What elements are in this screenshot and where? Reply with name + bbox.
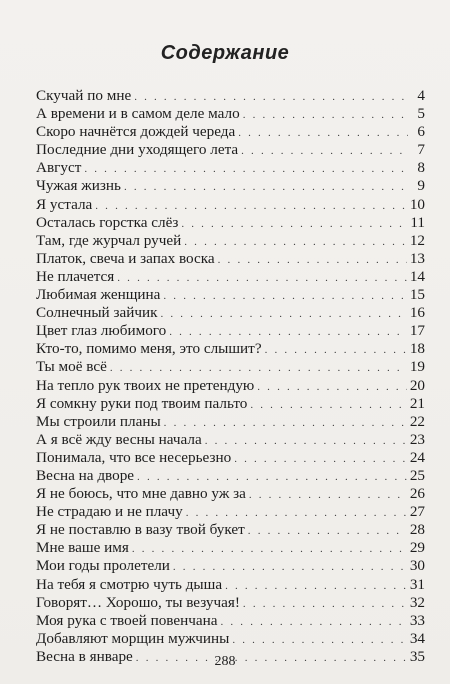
dot-leader: [95, 197, 407, 215]
dot-leader: [249, 486, 407, 504]
toc-entry: [36, 268, 425, 286]
toc-entry-page: 29: [409, 539, 425, 557]
page-number: 288: [214, 654, 236, 669]
toc-entry-page: 8: [417, 159, 425, 177]
toc-entry: [36, 286, 425, 304]
toc-entry-title: Мы строили планы: [36, 412, 161, 430]
toc-entry-page: 6: [417, 123, 425, 141]
toc-entry: [36, 159, 425, 177]
toc-entry: [36, 503, 425, 521]
toc-entry-page: 33: [409, 611, 425, 629]
toc-entry-page: 31: [409, 575, 425, 593]
toc-entry: [36, 431, 425, 449]
dot-leader: [243, 106, 408, 124]
toc-entry-page: 24: [409, 448, 425, 466]
toc-entry-page: 9: [417, 177, 425, 195]
dot-leader: [243, 595, 407, 613]
toc-entry: [36, 594, 425, 612]
toc-entry: [36, 87, 425, 105]
toc-entry-title: На тебя я смотрю чуть дыша: [36, 575, 223, 593]
dot-leader: [137, 468, 407, 486]
dot-leader: [163, 287, 406, 305]
toc-entry-title: Любимая женщина: [36, 286, 161, 304]
toc-entry: [36, 395, 425, 413]
toc-entry-title: Говорят… Хорошо, ты везучая!: [36, 593, 240, 611]
toc-entry: [36, 141, 425, 159]
toc-entry: [36, 449, 425, 467]
dot-leader: [205, 432, 407, 450]
toc-entry-page: 14: [409, 267, 425, 285]
toc-entry-page: 21: [409, 394, 425, 412]
toc-entry: [36, 250, 425, 268]
toc-entry-page: 11: [410, 213, 425, 231]
toc-entry-title: На тепло рук твоих не претендую: [36, 376, 255, 394]
dot-leader: [181, 215, 407, 233]
toc-entry-title: Чужая жизнь: [36, 177, 121, 195]
dot-leader: [134, 88, 408, 106]
toc-entry: [36, 196, 425, 214]
toc-entry-title: Я не боюсь, что мне давно уж за: [36, 485, 246, 503]
toc-entry: [36, 177, 425, 195]
toc-entry-page: 10: [409, 195, 425, 213]
toc-entry-page: 15: [409, 286, 425, 304]
toc-entry-title: Последние дни уходящего лета: [36, 141, 239, 159]
toc-entry: [36, 576, 425, 594]
toc-entry-page: 32: [409, 593, 425, 611]
toc-entry-page: 25: [409, 466, 425, 484]
toc-entry-title: Август: [36, 159, 82, 177]
toc-entry-title: Не страдаю и не плачу: [36, 503, 183, 521]
toc-entry: [36, 413, 425, 431]
dot-leader: [221, 613, 407, 631]
toc-entry-title: Весна в январе: [36, 647, 133, 665]
toc-entry: [36, 377, 425, 395]
toc-entry-title: Я устала: [36, 195, 93, 213]
toc-entry: [36, 322, 425, 340]
dot-leader: [173, 558, 407, 576]
toc-entry-page: 35: [409, 647, 425, 665]
page-title: Содержание: [160, 42, 290, 64]
toc-entry-title: А я всё жду весны начала: [36, 430, 202, 448]
toc-entry-title: Моя рука с твоей повенчана: [36, 611, 218, 629]
toc-entry: [36, 630, 425, 648]
toc-entry-page: 7: [417, 141, 425, 159]
toc-entry-page: 34: [409, 629, 425, 647]
table-of-contents: [36, 87, 425, 666]
toc-entry-title: Понимала, что все несерьезно: [36, 448, 232, 466]
dot-leader: [225, 577, 407, 595]
toc-entry-title: Скоро начнётся дождей череда: [36, 123, 236, 141]
toc-entry-page: 30: [409, 557, 425, 575]
toc-entry-title: Я сомкну руки под твоим пальто: [36, 394, 248, 412]
toc-entry-page: 12: [409, 231, 425, 249]
dot-leader: [164, 414, 407, 432]
dot-leader: [184, 233, 407, 251]
toc-entry: [36, 539, 425, 557]
toc-entry: [36, 304, 425, 322]
toc-entry-page: 22: [409, 412, 425, 430]
dot-leader: [161, 305, 407, 323]
dot-leader: [265, 341, 407, 359]
dot-leader: [257, 378, 407, 396]
toc-entry-page: 16: [409, 304, 425, 322]
toc-entry-page: 23: [409, 430, 425, 448]
toc-entry-page: 20: [409, 376, 425, 394]
toc-entry-title: Ты моё всё: [36, 358, 107, 376]
toc-entry: [36, 214, 425, 232]
toc-entry-page: 4: [417, 87, 425, 104]
toc-entry-page: 28: [409, 521, 425, 539]
toc-entry-title: А времени и в самом деле мало: [36, 105, 240, 123]
dot-leader: [84, 160, 408, 178]
toc-entry: [36, 467, 425, 485]
dot-leader: [124, 178, 408, 196]
toc-entry: [36, 521, 425, 539]
toc-entry-title: Цвет глаз любимого: [36, 322, 167, 340]
toc-entry-page: 18: [409, 340, 425, 358]
toc-entry-title: Скучай по мне: [36, 87, 132, 104]
dot-leader: [248, 522, 407, 540]
dot-leader: [218, 251, 407, 269]
toc-entry: [36, 485, 425, 503]
dot-leader: [250, 396, 406, 414]
toc-entry: [36, 105, 425, 123]
toc-entry: [36, 232, 425, 250]
dot-leader: [186, 504, 407, 522]
toc-entry-page: 13: [409, 249, 425, 267]
toc-entry-title: Платок, свеча и запах воска: [36, 249, 215, 267]
dot-leader: [169, 323, 407, 341]
dot-leader: [117, 269, 407, 287]
dot-leader: [238, 124, 408, 142]
toc-entry: [36, 358, 425, 376]
toc-entry-title: Весна на дворе: [36, 466, 135, 484]
toc-entry-page: 26: [409, 485, 425, 503]
toc-entry-title: Там, где журчал ручей: [36, 231, 182, 249]
toc-entry-title: Кто-то, помимо меня, это слышит?: [36, 340, 262, 358]
toc-entry: [36, 340, 425, 358]
toc-entry-title: Я не поставлю в вазу твой букет: [36, 521, 245, 539]
toc-entry: [36, 123, 425, 141]
toc-entry-title: Солнечный зайчик: [36, 304, 158, 322]
dot-leader: [132, 540, 407, 558]
toc-entry-page: 5: [417, 105, 425, 123]
dot-leader: [110, 359, 407, 377]
dot-leader: [232, 631, 407, 649]
toc-entry: [36, 612, 425, 630]
toc-entry-title: Мои годы пролетели: [36, 557, 170, 575]
toc-entry: [36, 557, 425, 575]
toc-entry-title: Мне ваше имя: [36, 539, 129, 557]
dot-leader: [241, 142, 408, 160]
toc-entry-title: Не плачется: [36, 267, 115, 285]
toc-entry-page: 19: [409, 358, 425, 376]
dot-leader: [234, 450, 407, 468]
toc-entry-title: Осталась горстка слёз: [36, 213, 179, 231]
toc-entry-page: 17: [409, 322, 425, 340]
toc-entry-title: Добавляют морщин мужчины: [36, 629, 230, 647]
toc-entry-page: 27: [409, 503, 425, 521]
